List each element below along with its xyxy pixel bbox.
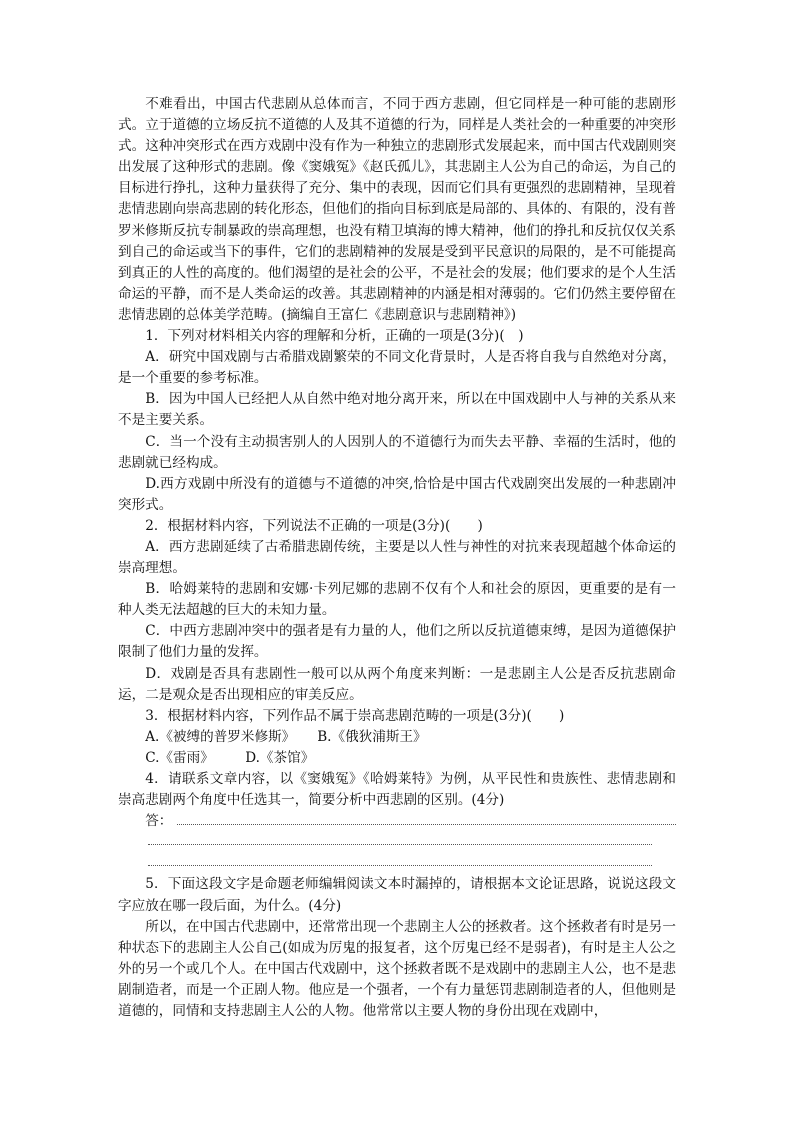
question-3-options-row-2 [118,748,676,769]
question-3-option-a: A.《被缚的普罗米修斯》 [145,728,296,745]
question-3-option-d: D.《茶馆》 [245,749,315,766]
document-body [118,94,676,1022]
question-2-option-a: A．西方悲剧延续了古希腊悲剧传统，主要是以人性与神性的对抗来表现超越个体命运的崇高理想。 [118,538,676,577]
question-2-option-b: B．哈姆莱特的悲剧和安娜·卡列尼娜的悲剧不仅有个人和社会的原因，更重要的是有一种人类无法超越的巨大的未知力量。 [118,581,676,619]
question-2-option-d: D．戏剧是否具有悲剧性一般可以从两个角度来判断：一是悲剧主人公是否反抗悲剧命运，二是观众是否出现相应的审美反应。 [118,665,676,703]
question-1-option-b: B．因为中国人已经把人从自然中绝对地分离开来，所以在中国戏剧中人与神的关系从来不是主要关系。 [118,391,676,429]
question-1-option-d: D.西方戏剧中所没有的道德与不道德的冲突,恰恰是中国古代戏剧突出发展的一种悲剧冲突形式。 [118,475,676,513]
answer-line-3[interactable] [148,853,652,874]
question-1-option-a: A．研究中国戏剧与古希腊戏剧繁荣的不同文化背景时，人是否将自我与自然绝对分离，是一个重要的参考标准。 [118,349,676,387]
answer-label: 答： [145,813,173,830]
question-3-stem: 3．根据材料内容，下列作品不属于崇高悲剧范畴的一项是(3分)( ) [145,707,565,724]
answer-line-2[interactable] [148,832,652,853]
question-1-stem: 1．下列对材料相关内容的理解和分析，正确的一项是(3分)( ) [145,328,524,345]
intro-paragraph: 不难看出，中国古代悲剧从总体而言，不同于西方悲剧，但它同样是一种可能的悲剧形式。立于道德的立场反抗不道德的人及其不道德的行为，同样是人类社会的一种重要的冲突形式。这种冲突形式在西方戏剧中没有作为一种独立的悲剧形式发展起来，而中国古代戏剧则突出发展了这种形式的悲剧。像《窦娥冤》《赵氏孤儿》，其悲剧主人公为自己的命运，为自己的目标进行挣扎，这种力量获得了充分、集中的表现，因而它们具有更强烈的悲剧精神，呈现着悲情悲剧向崇高悲剧的转化形态，但他们的指向目标到底是局部的、具体的、有限的，没有普罗米修斯反抗专制暴政的崇高理想，也没有精卫填海的博大精神，他们的挣扎和反抗仅仅关系到自己的命运或当下的事件，它们的悲剧精神的发展是受到平民意识的局限的，是不可能提高到真正的人性的高度的。他们渴望的是社会的公平，不是社会的发展；他们要求的是个人生活命运的平静，而不是人类命运的改善。其悲剧精神的内涵是相对薄弱的。它们仍然主要停留在悲情悲剧的总体美学范畴。(摘编自王富仁《悲剧意识与悲剧精神》) [118,96,676,323]
question-5-stem: 5．下面这段文字是命题老师编辑阅读文本时漏掉的，请根据本文论证思路，说说这段文字应放在哪一段后面，为什么。(4分) [118,876,676,914]
question-4-stem: 4．请联系文章内容，以《窦娥冤》《哈姆莱特》为例，从平民性和贵族性、悲情悲剧和崇高悲剧两个角度中任选其一，简要分析中西悲剧的区别。(4分) [118,771,676,809]
question-1-option-c: C．当一个没有主动损害别人的人因别人的不道德行为而失去平静、幸福的生活时，他的悲剧就已经构成。 [118,433,676,471]
question-2-option-c: C．中西方悲剧冲突中的强者是有力量的人，他们之所以反抗道德束缚，是因为道德保护限制了他们力量的发挥。 [118,623,676,661]
question-3-options-row-1 [118,727,676,748]
question-2-stem: 2．根据材料内容，下列说法不正确的一项是(3分)( ) [145,517,483,534]
question-5-passage: 所以，在中国古代悲剧中，还常常出现一个悲剧主人公的拯救者。这个拯救者有时是另一种状态下的悲剧主人公自己(如成为厉鬼的报复者，这个厉鬼已经不是弱者)，有时是主人公之外的另一个或几个人。在中国古代戏剧中，这个拯救者既不是戏剧中的悲剧主人公，也不是悲剧制造者，而是一个正剧人物。他应是一个强者，一个有力量惩罚悲剧制造者的人，但他则是道德的，同情和支持悲剧主人公的人物。他常常以主要人物的身份出现在戏剧中， [118,918,676,1020]
answer-line-1 [177,824,676,825]
question-4-answer-area[interactable] [118,811,676,832]
question-3-option-b: B.《俄狄浦斯王》 [317,728,427,745]
question-3-option-c: C.《雷雨》 [145,749,214,766]
